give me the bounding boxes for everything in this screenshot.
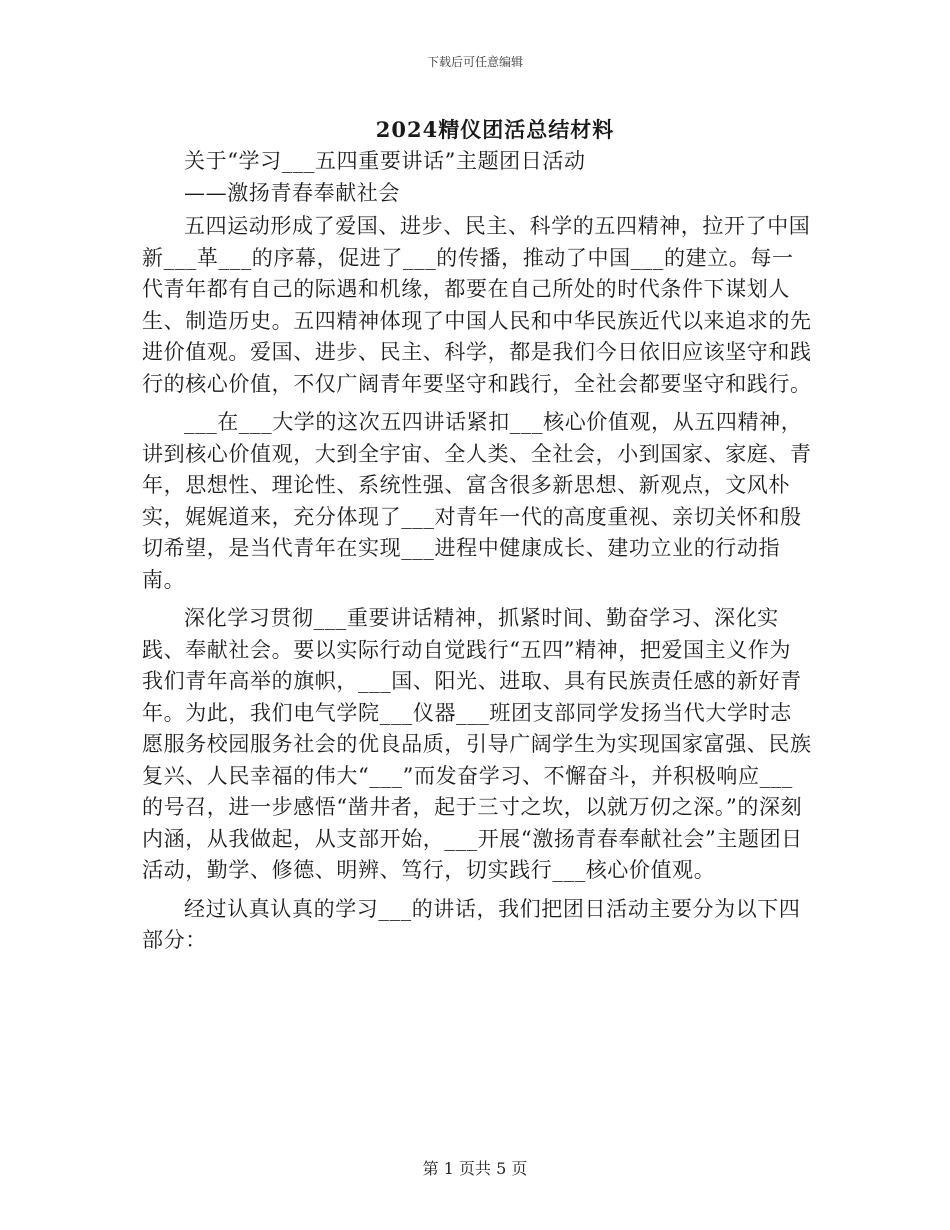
header-note: 下载后可任意编辑: [426, 55, 523, 69]
paragraph-4: 经过认真认真的学习___的讲话，我们把团日活动主要分为以下四部分：: [142, 896, 801, 952]
paragraph-1: 五四运动形成了爱国、进步、民主、科学的五四精神，拉开了中国新___革___的序幕，促进了___的传播，推动了中国___的建立。每一代青年都有自己的际遇和机缘，都要在自己所处的时代条件下谋划人生、制造历史。五四精神体现了中国人民和中华民族近代以来追求的先进价值观。爱国、进步、民主、科学，都是我们今日依旧应该坚守和践行的核心价值，不仅广阔青年要坚守和践行，全社会都要坚守和践行。: [142, 214, 812, 396]
document-title: 2024精仪团活总结材料: [375, 117, 615, 142]
paragraph-2: ___在___大学的这次五四讲话紧扣___核心价值观，从五四精神，讲到核心价值观，大到全宇宙、全人类、全社会，小到国家、家庭、青年，思想性、理论性、系统性强、富含很多新思想、新观点，文风朴实，娓娓道来，充分体现了___对青年一代的高度重视、亲切关怀和殷切希望，是当代青年在实现___进程中健康成长、建功立业的行动指南。: [142, 410, 812, 592]
subtitle-line-2: ——激扬青春奉献社会: [184, 180, 400, 205]
subtitle-line-1: 关于“学习___五四重要讲话”主题团日活动: [184, 149, 586, 173]
page-footer: 第 1 页共 5 页: [422, 1159, 528, 1178]
paragraph-3: 深化学习贯彻___重要讲话精神，抓紧时间、勤奋学习、深化实践、奉献社会。要以实际行动自觉践行“五四”精神，把爱国主义作为我们青年高举的旗帜，___国、阳光、进取、具有民族责任感的新好青年。为此，我们电气学院___仪器___班团支部同学发扬当代大学时志愿服务校园服务社会的优良品质，引导广阔学生为实现国家富强、民族复兴、人民幸福的伟大“___”而发奋学习、不懈奋斗，并积极响应___的号召，进一步感悟“凿井者，起于三寸之坎，以就万仞之深。”的深刻内涵，从我做起，从支部开始，___开展“激扬青春奉献社会”主题团日活动，勤学、修德、明辨、笃行，切实践行___核心价值观。: [142, 606, 812, 882]
document-body: [142, 146, 812, 964]
